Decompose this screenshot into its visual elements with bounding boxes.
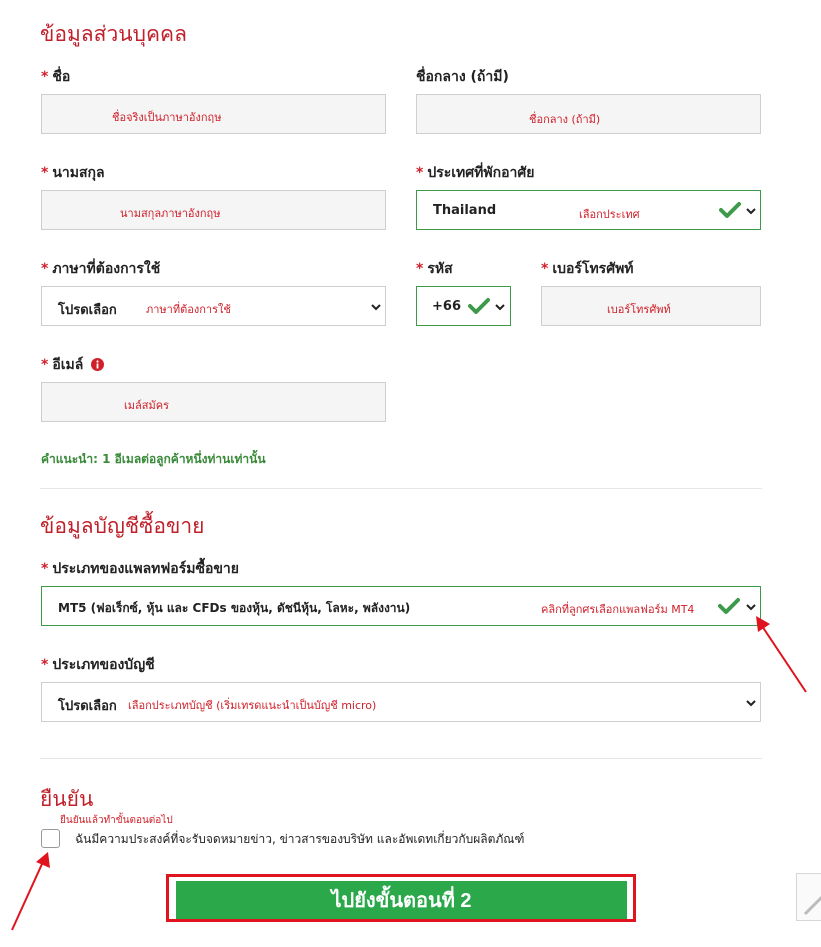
country-hint: เลือกประเทศ	[579, 208, 640, 221]
section-title-account: ข้อมูลบัญชีซื้อขาย	[40, 514, 205, 538]
check-icon	[719, 201, 741, 219]
platform-value: MT5 (ฟอเร็กซ์, หุ้น และ CFDs ของหุ้น, ดัชนีหุ้น, โลหะ, พลังงาน)	[58, 601, 411, 615]
scroll-widget[interactable]	[796, 873, 821, 921]
account-type-label: * ประเภทของบัญชี	[41, 657, 155, 673]
arrow-annotation-icon	[8, 848, 52, 934]
section-title-personal: ข้อมูลส่วนบุคคล	[40, 22, 187, 46]
code-value: +66	[432, 299, 461, 314]
check-icon	[468, 297, 490, 315]
last-name-field[interactable]	[41, 190, 386, 230]
platform-hint: คลิกที่ลูกศรเลือกแพลฟอร์ม MT4	[541, 603, 695, 616]
email-hint: เมล์สมัคร	[124, 399, 169, 412]
middle-name-hint: ชื่อกลาง (ถ้ามี)	[529, 113, 601, 126]
section-title-confirm: ยืนยัน	[40, 787, 94, 811]
first-name-hint: ชื่อจริงเป็นภาษาอังกฤษ	[112, 111, 222, 124]
country-label: * ประเทศที่พักอาศัย	[416, 165, 535, 181]
code-label: * รหัส	[416, 261, 453, 277]
middle-name-label: ชื่อกลาง (ถ้ามี)	[416, 69, 509, 85]
last-name-label: * นามสกุล	[41, 165, 105, 181]
phone-hint: เบอร์โทรศัพท์	[607, 303, 671, 316]
info-icon[interactable]	[91, 358, 104, 371]
phone-field[interactable]	[541, 286, 761, 326]
language-value: โปรดเลือก	[58, 303, 117, 318]
first-name-label: * ชื่อ	[41, 69, 71, 85]
account-type-hint: เลือกประเภทบัญชี (เริ่มเทรดแนะนำเป็นบัญชี micro)	[128, 699, 377, 712]
chevron-down-icon	[744, 696, 758, 710]
country-select[interactable]	[416, 190, 761, 230]
phone-label: * เบอร์โทรศัพท์	[541, 261, 634, 277]
check-icon	[718, 597, 740, 615]
confirm-hint: ยืนยันแล้วทำขั้นตอนต่อไป	[60, 815, 173, 826]
arrow-annotation-icon	[750, 612, 812, 696]
language-label: * ภาษาที่ต้องการใช้	[41, 261, 161, 277]
chevron-down-icon	[493, 300, 507, 314]
next-step-button[interactable]: ไปยังขั้นตอนที่ 2	[176, 881, 627, 919]
code-select[interactable]	[416, 286, 511, 326]
platform-label: * ประเภทของแพลทฟอร์มซื้อขาย	[41, 561, 239, 577]
divider	[40, 488, 762, 489]
account-type-value: โปรดเลือก	[58, 699, 117, 714]
last-name-hint: นามสกุลภาษาอังกฤษ	[120, 207, 221, 220]
chevron-down-icon	[369, 300, 383, 314]
divider	[40, 758, 762, 759]
email-label: * อีเมล์	[41, 354, 104, 376]
language-select[interactable]	[41, 286, 386, 326]
edit-icon	[797, 874, 821, 922]
platform-select[interactable]	[41, 586, 761, 626]
chevron-down-icon	[744, 204, 758, 218]
language-hint: ภาษาที่ต้องการใช้	[146, 303, 231, 316]
email-note: คำแนะนำ: 1 อีเมลต่อลูกค้าหนึ่งท่านเท่านั้น	[41, 452, 266, 466]
newsletter-checkbox[interactable]	[41, 829, 60, 848]
middle-name-field[interactable]	[416, 94, 761, 134]
newsletter-consent-label: ฉันมีความประสงค์ที่จะรับจดหมายข่าว, ข่าวสารของบริษัท และอัพเดทเกี่ยวกับผลิตภัณฑ์	[75, 832, 525, 846]
first-name-field[interactable]	[41, 94, 386, 134]
account-type-select[interactable]	[41, 682, 761, 722]
country-value: Thailand	[433, 203, 497, 218]
email-field[interactable]	[41, 382, 386, 422]
